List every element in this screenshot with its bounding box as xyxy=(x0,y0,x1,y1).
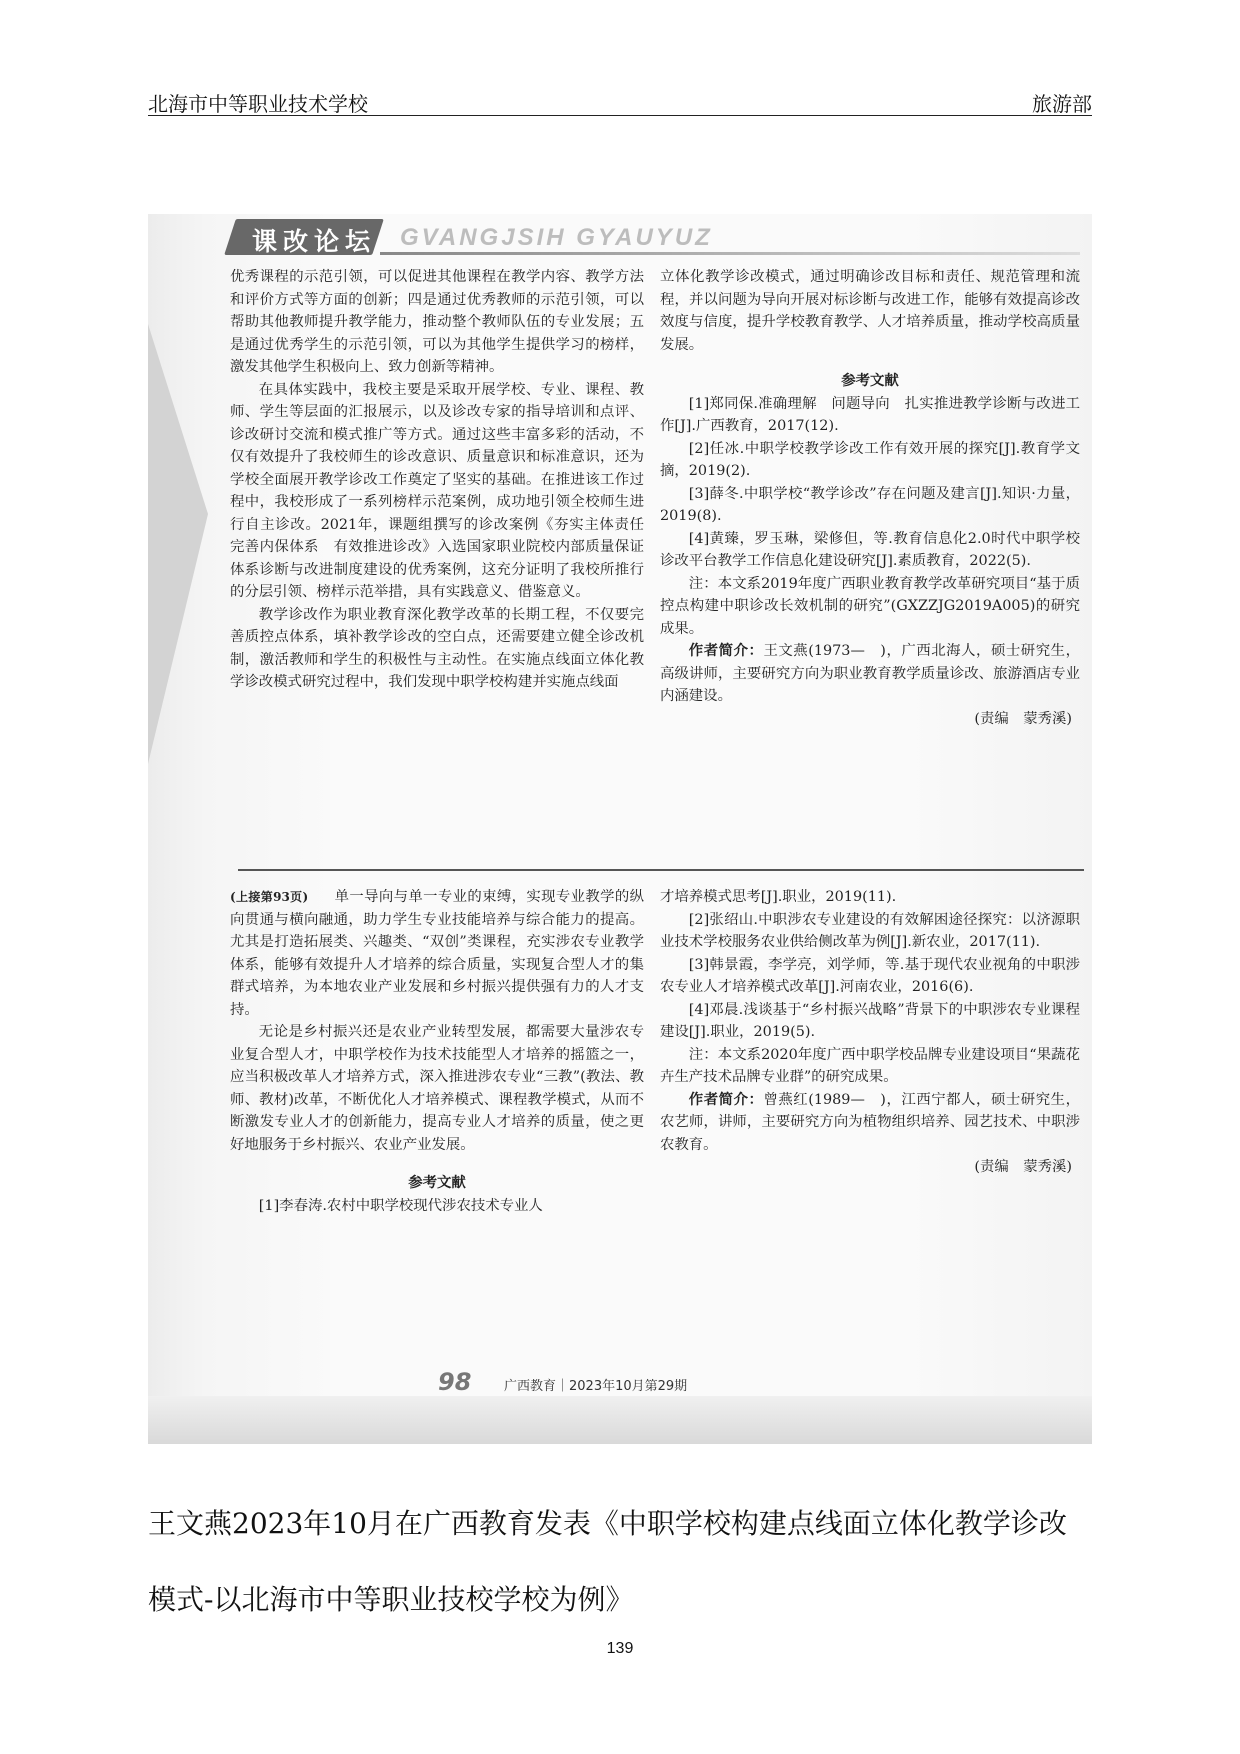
paragraph: 在具体实践中，我校主要是采取开展学校、专业、课程、教师、学生等层面的汇报展示，以及诊改专家的指导培训和点评、诊改研讨交流和模式推广等方式。通过这些丰富多彩的活动，不仅有效提升了我校师生的诊改意识、质量意识和标准意识，还为学校全面展开教学诊改工作奠定了坚实的基础。在推进该工作过程中，我校形成了一系列榜样示范案例，成功地引领全校师生进行自主诊改。2021年，课题组撰写的诊改案例《夯实主体责任 完善内保体系 有效推进诊改》入选国家职业院校内部质量保证体系诊断与改进制度建设的优秀案例，这充分证明了我校所推行的分层引领、榜样示范举措，具有实践意义、借鉴意义。 xyxy=(230,381,659,600)
author-label: 作者简介： xyxy=(688,643,764,659)
bottom-left-column xyxy=(230,886,644,1217)
bottom-right-column xyxy=(660,886,1080,1179)
reference-item: [3]薛冬.中职学校“教学诊改”存在问题及建言[J].知识·力量，2019(8). xyxy=(660,485,1080,524)
banner-latin: GVANGJSIH GYAUYUZ xyxy=(400,224,713,251)
header-department: 旅游部 xyxy=(1032,92,1092,116)
column-banner xyxy=(230,219,1080,255)
top-left-column xyxy=(230,266,659,694)
page-number: 139 xyxy=(606,1640,634,1657)
references-title: 参考文献 xyxy=(408,1175,466,1191)
paragraph: 教学诊改作为职业教育深化教学改革的长期工程，不仅要完善质控点体系，填补教学诊改的空白点，还需要建立健全诊改机制，激活教师和学生的积极性与主动性。在实施点线面立体化教学诊改模式研究过程中，我们发现中职学校构建并实施点线面 xyxy=(230,606,644,690)
reference-item: [2]张绍山.中职涉农专业建设的有效解困途径探究：以济源职业技术学校服务农业供给侧改革为例[J].新农业，2017(11). xyxy=(660,911,1080,950)
paragraph: 立体化教学诊改模式，通过明确诊改目标和责任、规范管理和流程，并以问题为导向开展对标诊断与改进工作，能够有效提高诊改效度与信度，提升学校教育教学、人才培养质量，推动学校高质量发展。 xyxy=(660,269,1080,353)
top-right-column xyxy=(660,266,1080,730)
paragraph: 无论是乡村振兴还是农业产业转型发展，都需要大量涉农专业复合型人才，中职学校作为技术技能型人才培养的摇篮之一，应当积极改革人才培养方式，深入推进涉农专业“三教”(教法、教师、教材)改革，不断优化人才培养模式、课程教学模式，从而不断激发专业人才的创新能力，提高专业人才培养的质量，使之更好地服务于乡村振兴、农业产业发展。 xyxy=(230,1024,644,1153)
author-label: 作者简介： xyxy=(688,1091,764,1108)
author-bio xyxy=(660,640,1080,708)
banner-title: 课改论坛 xyxy=(252,227,377,256)
paragraph: 优秀课程的示范引领，可以促进其他课程在教学内容、教学方法和评价方式等方面的创新；四是通过优秀教师的示范引领，可以帮助其他教师提升教学能力，推动整个教师队伍的专业发展；五是通过优秀学生的示范引领，可以为其他学生提供学习的榜样，激发其他学生积极向上、致力创新等精神。 xyxy=(230,269,644,375)
funding-note: 注：本文系2019年度广西职业教育教学改革研究项目“基于质控点构建中职诊改长效机制的研究”(GXZZJG2019A005)的研究成果。 xyxy=(660,575,1080,637)
editor-credit: (责编 蒙秀溪) xyxy=(974,1159,1072,1175)
paragraph xyxy=(230,886,644,1021)
reference-continuation: 才培养模式思考[J].职业，2019(11). xyxy=(660,889,897,905)
author-text: 王文燕(1973— )，广西北海人，硕士研究生，高级讲师，主要研究方向为职业教育教学质量诊改、旅游酒店专业内涵建设。 xyxy=(660,643,1080,704)
publication-caption: 王文燕2023年10月在广西教育发表《中职学校构建点线面立体化教学诊改模式-以北海市中等职业技校学校为例》 xyxy=(148,1507,1067,1616)
reference-item: [1]郑同保.准确理解 问题导向 扎实推进教学诊断与改进工作[J].广西教育，2017(12). xyxy=(660,395,1080,434)
references-title: 参考文献 xyxy=(841,373,899,389)
reference-item: [4]邓晨.浅谈基于“乡村振兴战略”背景下的中职涉农专业课程建设[J].职业，2019(5). xyxy=(660,1001,1080,1040)
banner-rule xyxy=(380,252,1080,255)
running-header xyxy=(148,88,1092,116)
reference-item: [3]韩景霞，李学亮，刘学师，等.基于现代农业视角的中职涉农专业人才培养模式改革[J].河南农业，2016(6). xyxy=(660,956,1080,995)
reference-item: [1]李春涛.农村中职学校现代涉农技术专业人 xyxy=(258,1197,543,1214)
author-bio xyxy=(660,1089,1080,1157)
journal-footer xyxy=(438,1368,798,1396)
reference-item: [2]任冰.中职学校教学诊改工作有效开展的探究[J].教育学文摘，2019(2). xyxy=(660,440,1080,479)
scanned-journal-page xyxy=(148,214,1092,1444)
scan-bottom-band xyxy=(148,1396,1092,1444)
funding-note: 注：本文系2020年度广西中职学校品牌专业建设项目“果蔬花卉生产技术品牌专业群”的研究成果。 xyxy=(660,1046,1080,1085)
decorative-triangle xyxy=(148,324,208,764)
journal-issue: 广西教育｜2023年10月第29期 xyxy=(504,1379,688,1394)
paragraph-text: 单一导向与单一专业的束缚，实现专业教学的纵向贯通与横向融通，助力学生专业技能培养与综合能力的提高。尤其是打造拓展类、兴趣类、“双创”类课程，充实涉农专业教学体系，能够有效提升人才培养的综合质量，实现复合型人才的集群式培养，为本地农业产业发展和乡村振兴提供强有力的人才支持。 xyxy=(230,889,644,1018)
reference-item: [4]黄臻，罗玉琳，梁修但，等.教育信息化2.0时代中职学校诊改平台教学工作信息化建设研究[J].素质教育，2022(5). xyxy=(660,530,1080,569)
section-divider xyxy=(238,869,1084,871)
header-school: 北海市中等职业技术学校 xyxy=(148,92,368,116)
journal-page-number: 98 xyxy=(438,1368,472,1396)
continuation-mark: (上接第93页) xyxy=(230,890,309,904)
author-text: 曾燕红(1989— )，江西宁都人，硕士研究生，农艺师，讲师，主要研究方向为植物组织培养、园艺技术、中职涉农教育。 xyxy=(660,1091,1080,1153)
editor-credit: (责编 蒙秀溪) xyxy=(974,710,1072,727)
